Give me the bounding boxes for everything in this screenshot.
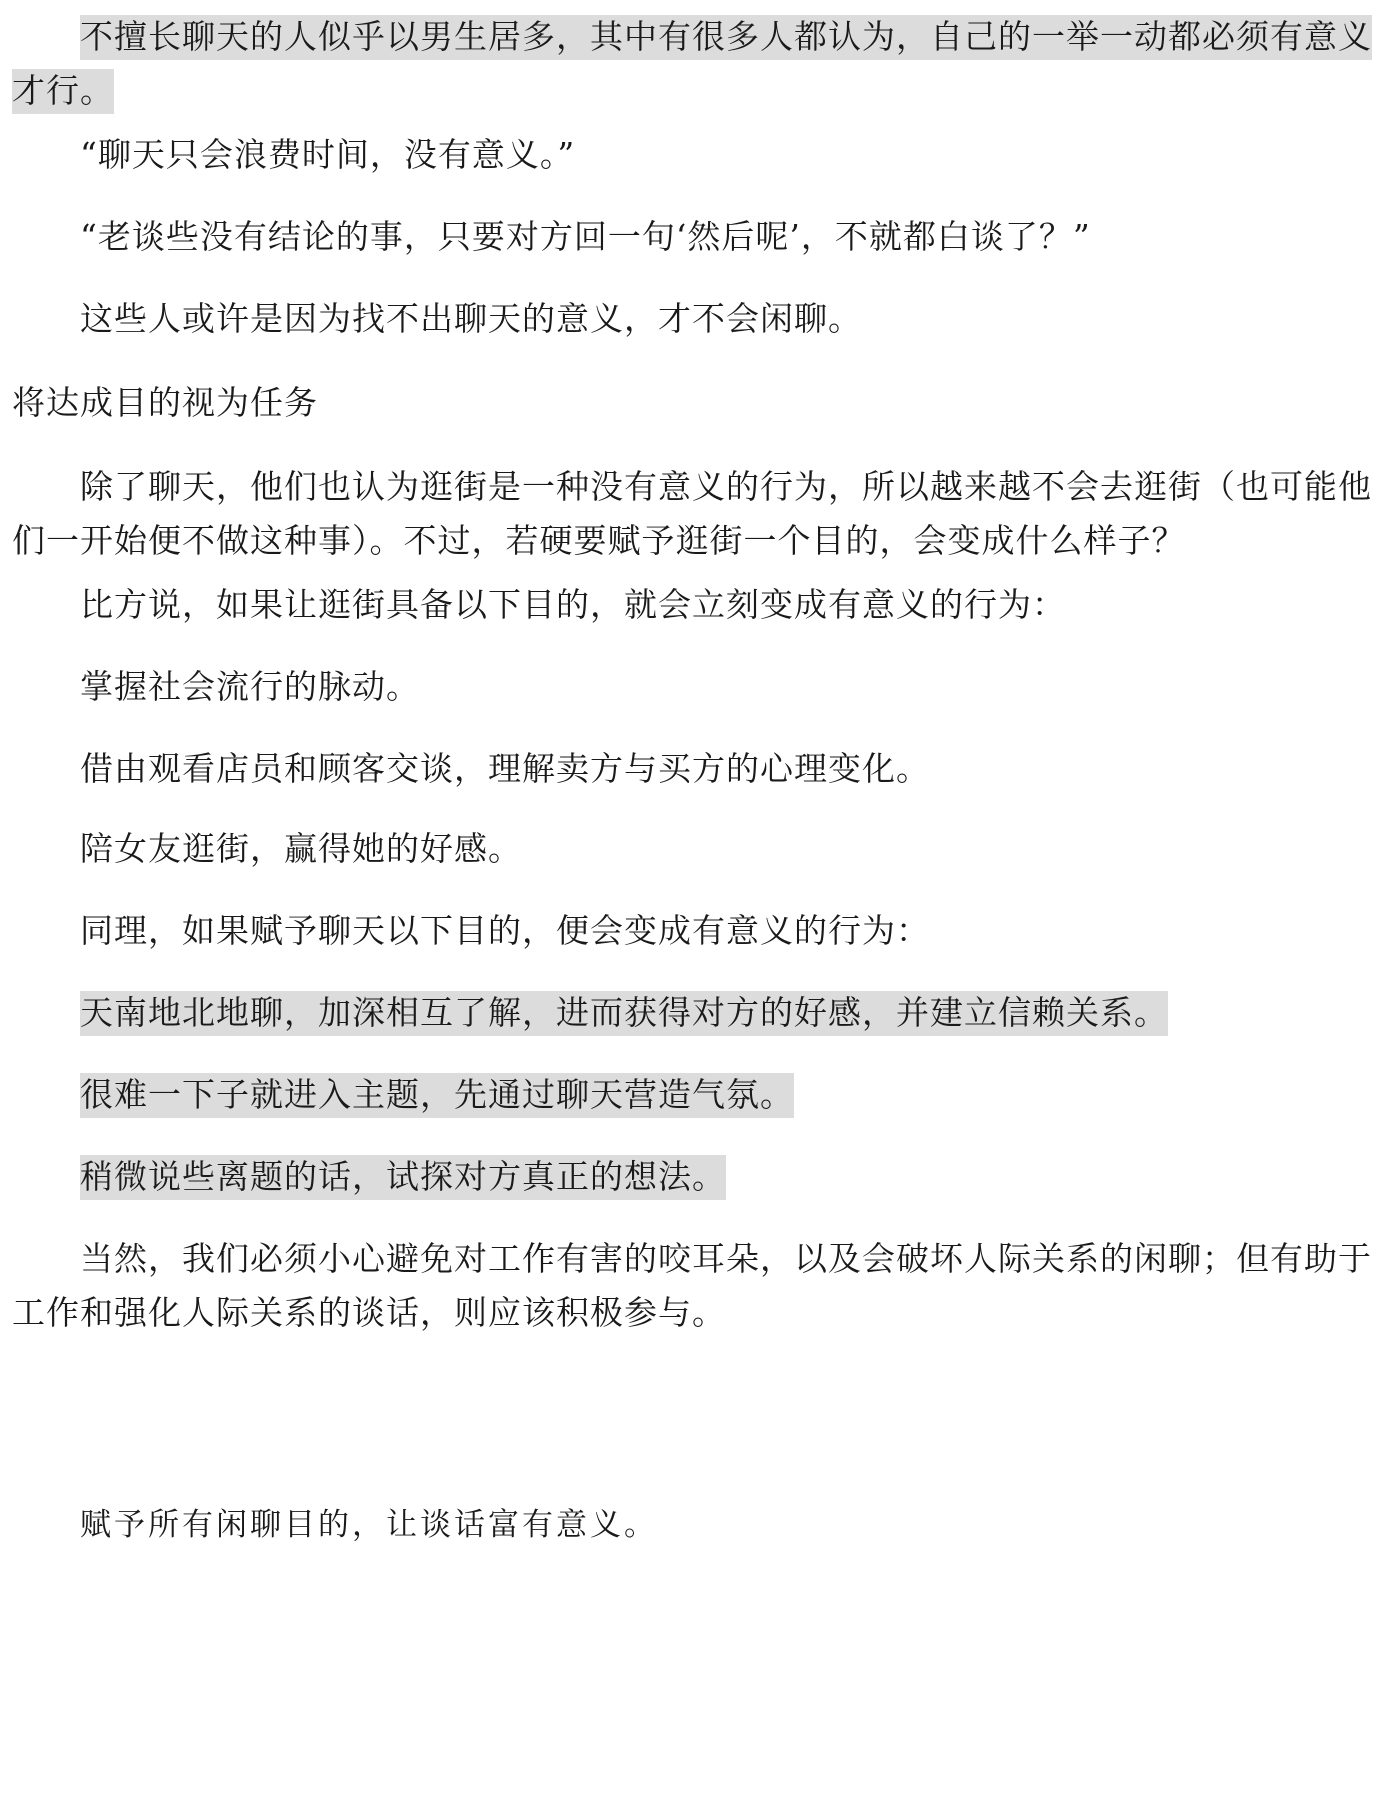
highlighted-text: 很难一下子就进入主题，先通过聊天营造气氛。: [80, 1073, 794, 1118]
list-item-shopping-3: 陪女友逛街，赢得她的好感。: [80, 829, 522, 868]
highlighted-text: 天南地北地聊，加深相互了解，进而获得对方的好感，并建立信赖关系。: [80, 991, 1168, 1036]
paragraph-14: 当然，我们必须小心避免对工作有害的咬耳朵，以及会破坏人际关系的闲聊；但有助于工作和强化人际关系的谈话，则应该积极参与。: [12, 1239, 1372, 1332]
paragraph-3: “老谈些没有结论的事，只要对方回一句‘然后呢’，不就都白谈了？”: [80, 217, 1091, 256]
paragraph-2: “聊天只会浪费时间，没有意义。”: [80, 135, 576, 174]
closing-statement: 赋予所有闲聊目的，让谈话富有意义。: [80, 1507, 658, 1543]
list-item-shopping-1: 掌握社会流行的脉动。: [80, 667, 420, 706]
list-item-chat-1: [12, 986, 1382, 1040]
section-heading: 将达成目的视为任务: [12, 383, 318, 422]
paragraph-6: 比方说，如果让逛街具备以下目的，就会立刻变成有意义的行为：: [80, 585, 1066, 624]
paragraph-4: 这些人或许是因为找不出聊天的意义，才不会闲聊。: [80, 299, 862, 338]
list-item-chat-3: [12, 1150, 1382, 1204]
paragraph-1: [12, 10, 1382, 118]
paragraph-5: 除了聊天，他们也认为逛街是一种没有意义的行为，所以越来越不会去逛街（也可能他们一开始便不做这种事）。不过，若硬要赋予逛街一个目的，会变成什么样子？: [12, 467, 1372, 560]
highlighted-text: 稍微说些离题的话，试探对方真正的想法。: [80, 1155, 726, 1200]
paragraph-10: 同理，如果赋予聊天以下目的，便会变成有意义的行为：: [80, 911, 930, 950]
list-item-shopping-2: 借由观看店员和顾客交谈，理解卖方与买方的心理变化。: [80, 749, 930, 788]
list-item-chat-2: [12, 1068, 1382, 1122]
highlighted-text: 不擅长聊天的人似乎以男生居多，其中有很多人都认为，自己的一举一动都必须有意义才行。: [12, 15, 1372, 114]
